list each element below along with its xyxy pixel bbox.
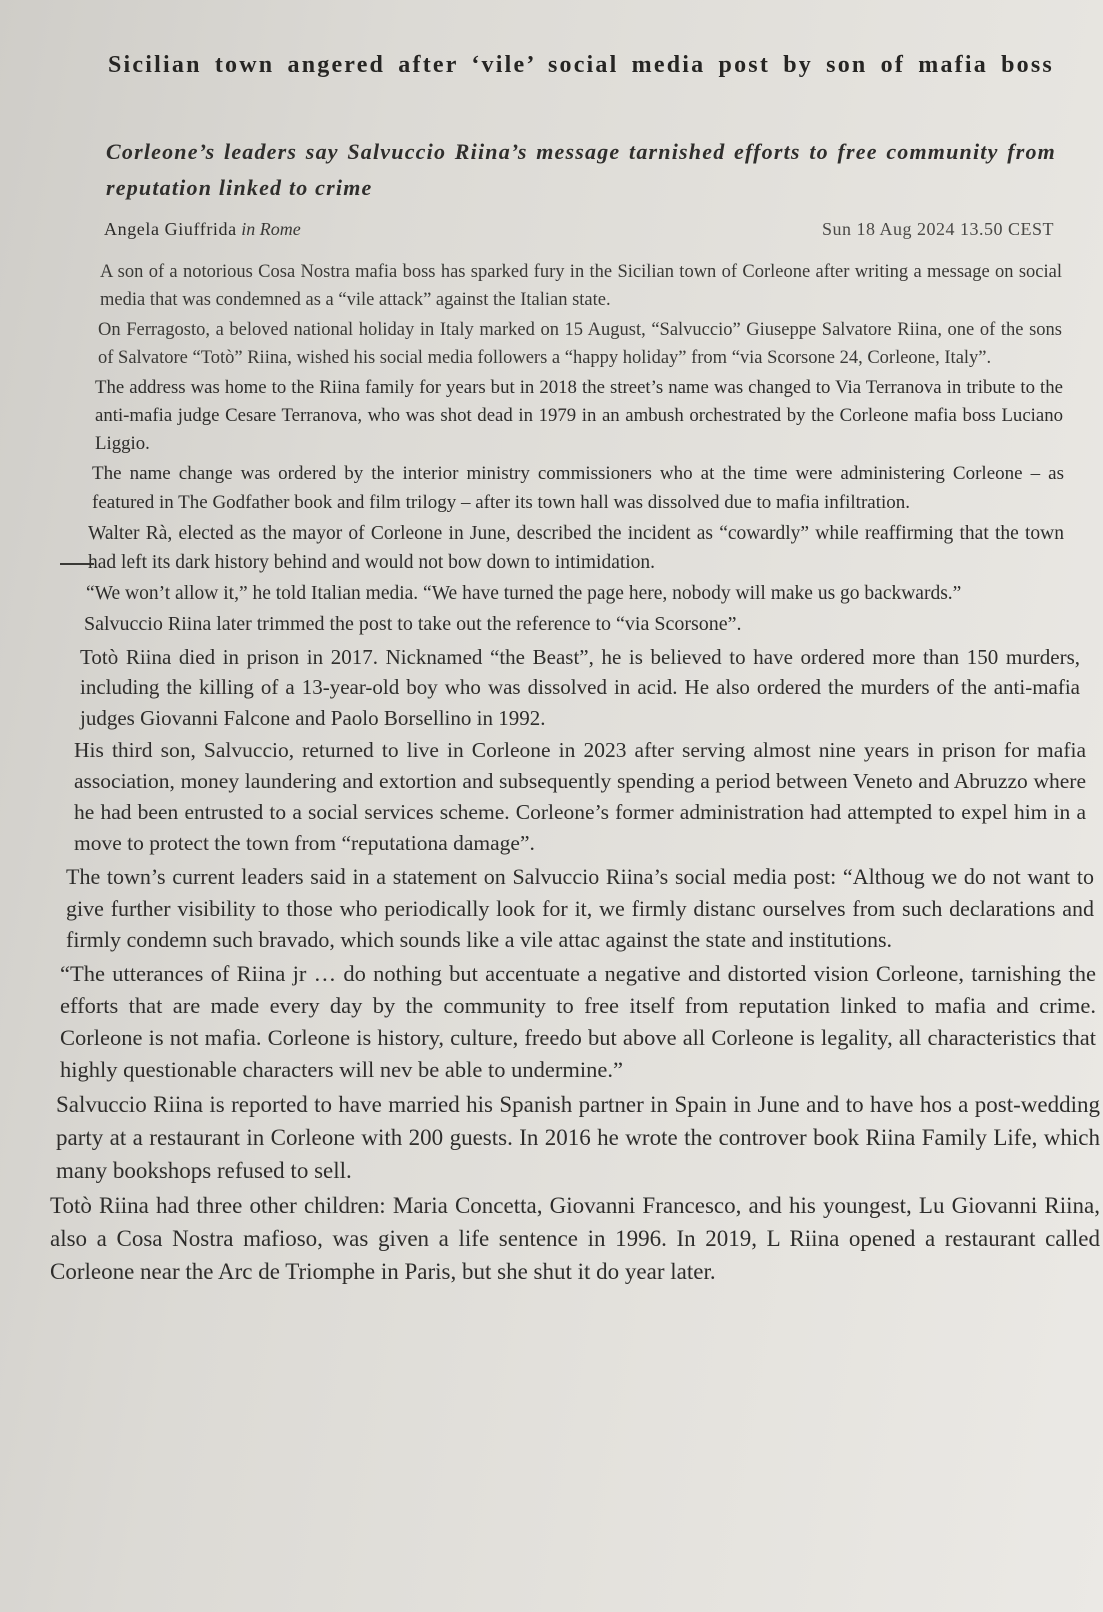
article-paragraph: Totò Riina died in prison in 2017. Nicknamed “the Beast”, he is believed to have ordered more than 150 murders, including the killing of a 13-year-old boy who was dissolved in acid. He also ordered the murders of the anti-mafia judges Giovanni Falcone and Paolo Borsellino in 1992.: [80, 644, 1080, 730]
article-paragraph: Salvuccio Riina is reported to have married his Spanish partner in Spain in June and to have hos a post-wedding party at a restaurant in Corleone with 200 guests. In 2016 he wrote the controver book Riina Family Life, which many bookshops refused to sell.: [56, 1091, 1100, 1183]
article-paragraph: The name change was ordered by the interior ministry commissioners who at the time were administering Corleone – as featured in The Godfather book and film trilogy – after its town hall was dissolved due to mafia infiltration.: [92, 463, 1064, 513]
article-paragraph: On Ferragosto, a beloved national holiday in Italy marked on 15 August, “Salvuccio” Giuseppe Salvatore Riina, one of the sons of Salvatore “Totò” Riina, wished his social media followers a “happy holiday” from “via Scorsone 24, Corleone, Italy”.: [98, 320, 1062, 368]
article-paragraph: Walter Rà, elected as the mayor of Corleone in June, described the incident as “cowardly” while reaffirming that the town had left its dark history behind and would not bow down to intimidation.: [88, 523, 1064, 573]
article-body: [0, 258, 1103, 1290]
article-paragraph: His third son, Salvuccio, returned to live in Corleone in 2023 after serving almost nine years in prison for mafia association, money laundering and extortion and subsequently spending a period between Veneto and Abruzzo where he had been entrusted to a social services scheme. Corleone’s former administration had attempted to expel him in a move to protect the town from “reputationa damage”.: [74, 738, 1086, 855]
article-paragraph: Salvuccio Riina later trimmed the post to take out the reference to “via Scorsone”.: [84, 613, 742, 635]
article-paragraph: The address was home to the Riina family for years but in 2018 the street’s name was changed to Via Terranova in tribute to the anti-mafia judge Cesare Terranova, who was shot dead in 1979 in an ambush orchestrated by the Corleone mafia boss Luciano Liggio.: [95, 377, 1063, 454]
article-paragraph: The town’s current leaders said in a statement on Salvuccio Riina’s social media post: “Althoug we do not want to give further visibility to those who periodically look for it, we firmly distanc ourselves from such declarations and firmly condemn such bravado, which sounds like a vile attac against the state and institutions.: [66, 864, 1094, 952]
article-paragraph: Totò Riina had three other children: Maria Concetta, Giovanni Francesco, and his youngest, Lu Giovanni Riina, also a Cosa Nostra mafioso, was given a life sentence in 1996. In 2019, L Riina opened a restaurant called Corleone near the Arc de Triomphe in Paris, but she shut it do year later.: [50, 1192, 1100, 1284]
article-standfirst: Corleone’s leaders say Salvuccio Riina’s message tarnished efforts to free community from reputation linked to crime: [106, 139, 1056, 200]
article-paragraph: A son of a notorious Cosa Nostra mafia boss has sparked fury in the Sicilian town of Corleone after writing a message on social media that was condemned as a “vile attack” against the Italian state.: [100, 262, 1062, 310]
article-headline: Sicilian town angered after ‘vile’ social media post by son of mafia boss: [108, 52, 1054, 78]
article-paragraph: “We won’t allow it,” he told Italian media. “We have turned the page here, nobody will make us go backwards.”: [86, 583, 962, 604]
author-location: in Rome: [241, 219, 301, 239]
author-name: Angela Giuffrida: [104, 219, 237, 239]
byline: [104, 216, 1054, 242]
publish-date: Sun 18 Aug 2024 13.50 CEST: [821, 219, 1054, 239]
article-paragraph: “The utterances of Riina jr … do nothing but accentuate a negative and distorted vision Corleone, tarnishing the efforts that are made every day by the community to free itself from reputation linked to mafia and crime. Corleone is not mafia. Corleone is history, culture, freedo but above all Corleone is legality, all characteristics that highly questionable characters will nev be able to undermine.”: [60, 960, 1096, 1082]
